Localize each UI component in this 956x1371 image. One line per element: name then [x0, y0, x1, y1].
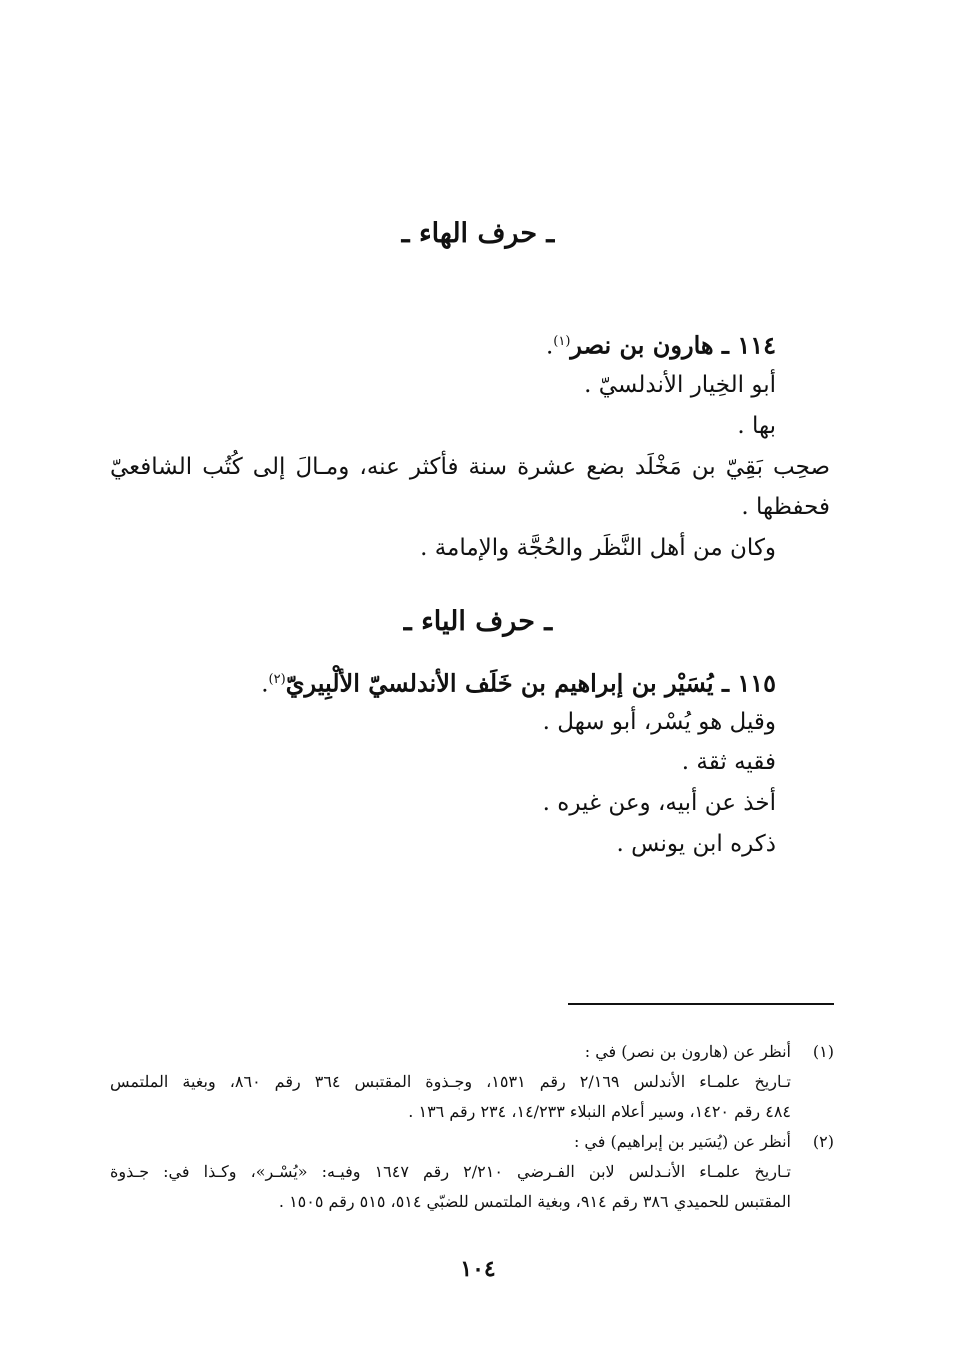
- footnote-line: المقتبس للحميدي ٣٨٦ رقم ٩١٤، وبغية الملتمس للضبّي ٥١٤، ٥١٥ رقم ١٥٠٥ .: [278, 1192, 791, 1211]
- footnote-line: أنظر عن (يُسَير بن إبراهيم) في :: [573, 1132, 791, 1151]
- page-number: ١٠٤: [460, 1256, 496, 1282]
- entry-115-line: فقيه ثقة .: [681, 749, 776, 775]
- section-heading-ya: ـ حرف الياء ـ: [403, 606, 553, 637]
- entry-114-line: بها .: [737, 413, 776, 439]
- entry-title-text: ١١٥ ـ يُسَيْر بن إبراهيم بن خَلَف الأندلسيّ الألْبِيريّ: [285, 668, 776, 698]
- entry-114-title: [546, 326, 776, 363]
- entry-115-line: وقيل هو يُسْر، أبو سهل .: [542, 709, 776, 735]
- section-heading-ha: ـ حرف الهاء ـ: [401, 218, 555, 249]
- entry-title-text: ١١٤ ـ هارون بن نصر: [570, 330, 776, 360]
- entry-115-line: أخذ عن أبيه، وعن غيره .: [542, 790, 776, 816]
- entry-115-line: ذكره ابن يونس .: [616, 831, 776, 857]
- footnote-line: تـاريخ علمـاء الأنـدلس لابن الفـرضي ٢/٢١٠ رقم ١٦٤٧ وفيـه: «يُسْـر»، وكـذا في: جـذوة: [110, 1162, 791, 1181]
- footnote-line: ٤٨٤ رقم ١٤٢٠، وسير أعلام النبلاء ١٤/٢٣٣، ٢٣٤ رقم ١٣٦ .: [408, 1102, 791, 1121]
- footnote-ref-1: (١): [553, 334, 571, 349]
- entry-115-title: [261, 664, 776, 701]
- entry-114-line: فحفظها .: [741, 494, 830, 520]
- entry-114-line: أبو الخِيار الأندلسيّ .: [584, 372, 776, 398]
- footnote-separator: [568, 1003, 834, 1005]
- footnote-number: (٢): [812, 1132, 834, 1151]
- entry-114-line: وكان من أهل النَّظَر والحُجَّة والإمامة .: [420, 535, 776, 561]
- footnote-ref-2: (٢): [268, 672, 286, 687]
- footnote-line: أنظر عن (هارون بن نصر) في :: [584, 1042, 791, 1061]
- title-period: .: [545, 333, 554, 360]
- entry-114-line: صحِب بَقِيّ بن مَخْلَد بضع عشرة سنة فأكثر عنه، ومـالَ إلى كُتُب الشافعيّ: [110, 454, 830, 480]
- footnote-number: (١): [812, 1042, 834, 1061]
- footnote-line: تـاريخ علمـاء الأندلس ٢/١٦٩ رقم ١٥٣١، وجـذوة المقتبس ٣٦٤ رقم ٨٦٠، وبغية الملتمس: [110, 1072, 791, 1091]
- title-period: .: [261, 671, 269, 698]
